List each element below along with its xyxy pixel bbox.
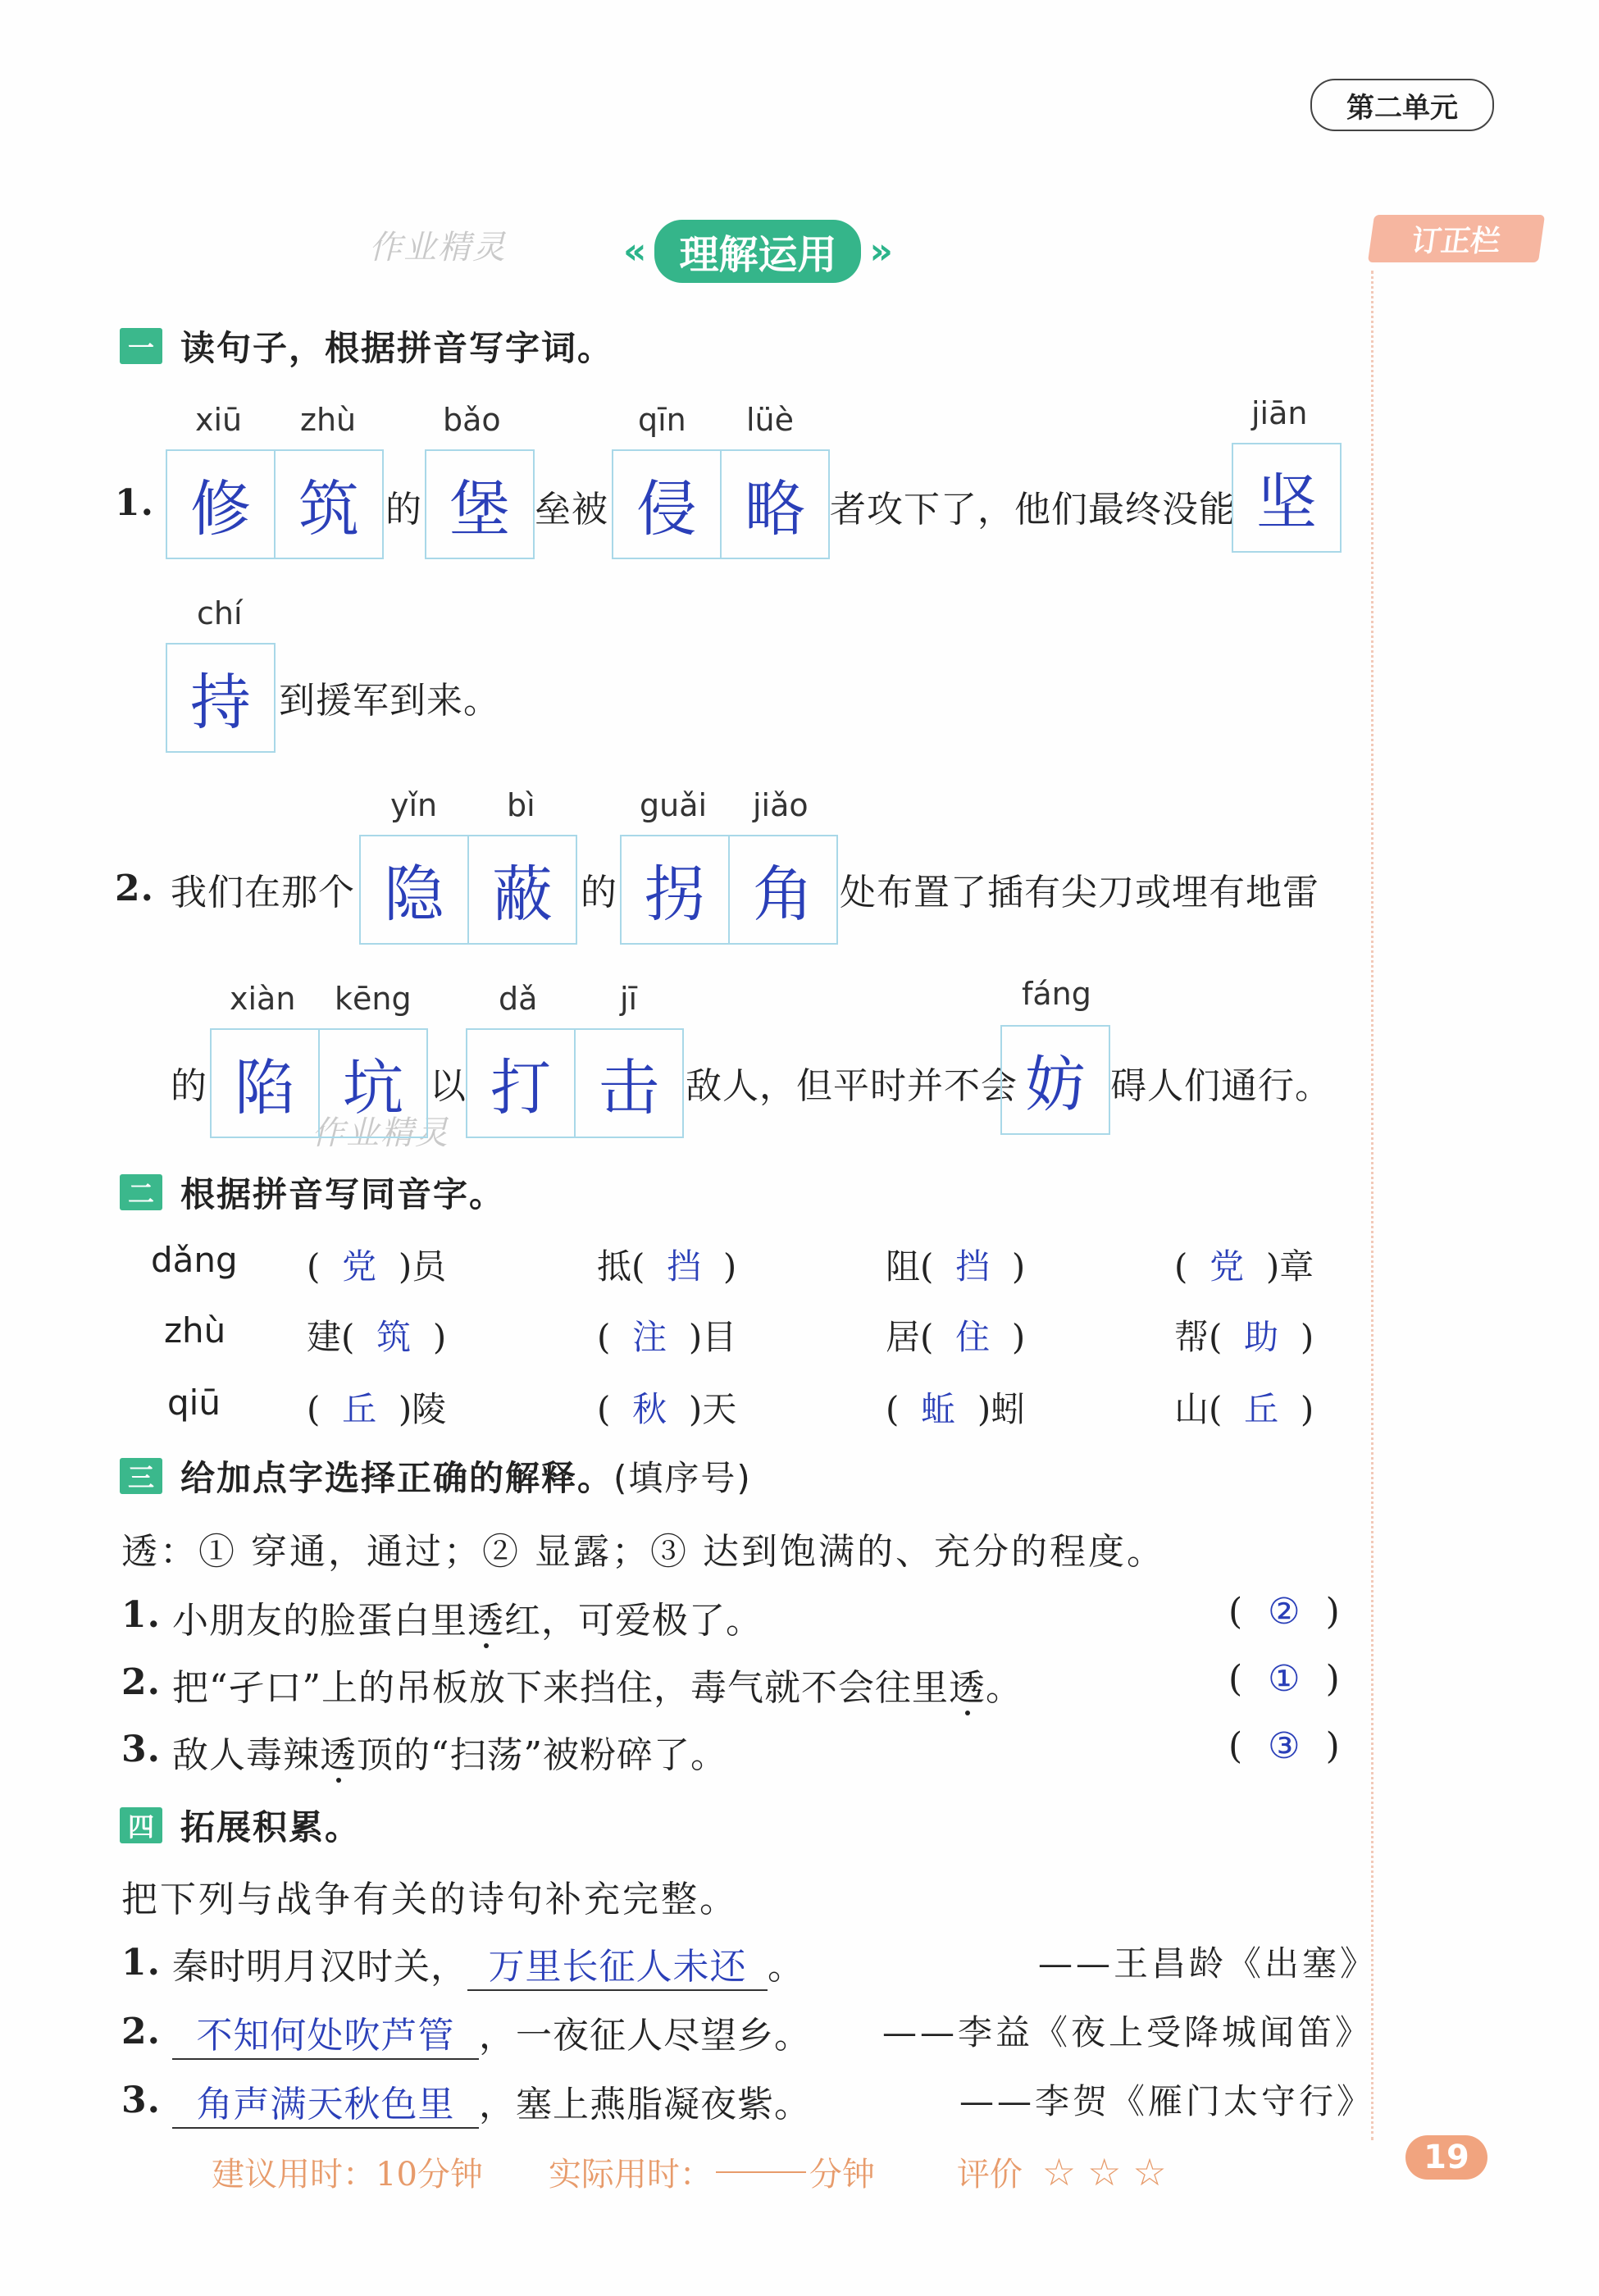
question-3-heading [120,1451,752,1501]
answer-char: 打 [490,1053,551,1123]
item-number: 1. [121,1942,161,1984]
pinyin: zhù [300,402,357,438]
item-text: 小朋友的脸蛋白里透红，可爱极了。 [172,1600,763,1642]
pinyin: kēng [335,981,412,1017]
char-grid [1000,1025,1110,1135]
pinyin: jiān [1251,395,1308,431]
answer-char: 角 [728,836,836,943]
suggested-time: 建议用时：10分钟 [212,2156,483,2194]
question-number: 一 [120,328,162,364]
correction-tab: 订正栏 [1368,215,1545,262]
answer-char: 击 [574,1030,682,1137]
answer-char: 持 [190,667,251,738]
pinyin: dǎng [151,1240,238,1280]
poem-source: ——李贺《雁门太守行》 [959,2081,1375,2121]
item-number: 2. [121,2011,161,2052]
actual-time-blank[interactable] [716,2171,806,2173]
answer-slot: ( ① ) [1228,1658,1341,1700]
char-grid [210,1028,428,1138]
answer-char: 堡 [449,474,510,544]
pinyin: bì [507,787,535,823]
item-text: 把“孑口”上的吊板放下来挡住，毒气就不会往里透。 [172,1667,1023,1709]
pinyin: qiū [167,1383,221,1423]
answer-char: 筑 [274,451,382,558]
definition-text: 透：① 穿通，通过；② 显露；③ 达到饱满的、充分的程度。 [121,1531,1165,1573]
homophone-item: 居( 住 ) [886,1317,1026,1357]
homophone-item: ( 丘 )陵 [307,1389,447,1429]
sentence-text: 碍人们通行。 [1110,1065,1332,1107]
sentence-text: 垒被 [535,489,608,531]
sentence-text: 以 [430,1065,467,1107]
answer-char: 隐 [384,859,444,930]
char-grid [466,1028,684,1138]
answer-char: 坑 [318,1030,426,1137]
char-grid [425,449,535,559]
sentence-text: 敌人，但平时并不会 [686,1065,1018,1107]
correction-column-divider [1371,271,1374,2140]
star-rating-icon[interactable]: ☆☆☆ [1041,2149,1178,2194]
sentence-text: 处布置了插有尖刀或埋有地雷 [840,872,1319,913]
pinyin: zhù [164,1310,226,1351]
sentence-text: 者攻下了，他们最终没能 [830,489,1236,531]
char-grid [359,835,577,945]
chevron-right-icon: » [869,230,893,272]
answer-char: 拐 [645,859,705,930]
poem-line: 角声满天秋色里 ，塞上燕脂凝夜紫。 [172,2075,811,2129]
answer-char: 修 [190,474,251,544]
answer-char: 妨 [1025,1050,1086,1120]
homophone-item: 建( 筑 ) [307,1317,447,1357]
homophone-item: ( 党 )章 [1174,1246,1314,1287]
pinyin: bǎo [443,402,501,438]
homophone-item: 阻( 挡 ) [886,1246,1026,1287]
char-grid [166,643,276,753]
homophone-item: ( 注 )目 [597,1317,737,1357]
sentence-text: 的 [385,489,422,531]
sentence-text: 到援军到来。 [279,680,500,722]
pinyin: xiū [195,402,243,438]
unit-badge: 第二单元 [1310,79,1494,131]
pinyin: xiàn [230,981,296,1017]
question-1-heading [120,321,613,371]
answer-char: 略 [720,451,828,558]
item-number: 3. [121,2080,161,2121]
char-grid [1232,443,1342,553]
pinyin: fáng [1022,976,1091,1012]
question-title: 给加点字选择正确的解释。(填序号) [180,1458,752,1498]
answer-slot: ( ③ ) [1228,1725,1341,1767]
pinyin: qīn [638,402,686,438]
item-number: 1. [121,1594,161,1636]
answer-char: 陷 [235,1053,295,1123]
question-title: 根据拼音写同音字。 [180,1174,506,1214]
pinyin: yǐn [390,787,438,823]
homophone-item: 抵( 挡 ) [597,1246,737,1287]
pinyin: chí [197,595,243,631]
pinyin: jiǎo [753,787,809,823]
item-number: 1. [115,482,154,524]
homophone-item: ( 党 )员 [307,1246,447,1287]
poem-source: ——李益《夜上受降城闻笛》 [882,2012,1374,2052]
item-number: 2. [115,868,154,909]
homophone-item: 帮( 助 ) [1174,1317,1314,1357]
question-4-heading [120,1801,361,1850]
question-number: 四 [120,1807,162,1843]
homophone-item: 山( 丘 ) [1174,1389,1314,1429]
watermark: 作业精灵 [312,1114,449,1152]
item-number: 3. [121,1729,161,1770]
item-text: 敌人毒辣透顶的“扫荡”被粉碎了。 [172,1734,727,1776]
time-footer [212,2148,1178,2195]
question-title: 读句子，根据拼音写字词。 [180,328,614,368]
pinyin: dǎ [499,981,538,1017]
instruction-text: 把下列与战争有关的诗句补充完整。 [121,1879,738,1920]
char-grid [166,449,384,559]
question-number: 二 [120,1174,162,1210]
pinyin: jī [620,981,638,1017]
item-number: 2. [121,1661,161,1703]
answer-char: 侵 [636,474,697,544]
pinyin: guǎi [640,787,708,823]
sentence-text: 的 [581,872,617,913]
question-title: 拓展积累。 [180,1807,362,1847]
poem-source: ——王昌龄《出塞》 [1038,1943,1378,1984]
char-grid [612,449,830,559]
sentence-text: 的 [171,1065,207,1107]
question-2-heading [120,1168,505,1217]
section-banner [623,220,893,283]
poem-line: 不知何处吹芦管 ，一夜征人尽望乡。 [172,2006,811,2060]
answer-char: 坚 [1256,467,1317,538]
question-number: 三 [120,1458,162,1494]
actual-time-unit: 分钟 [809,2156,875,2194]
chevron-left-icon: « [623,230,647,272]
poem-line: 秦时明月汉时关， 万里长征人未还 。 [172,1937,804,1991]
answer-char: 蔽 [467,836,576,943]
rating-label: 评价 [956,2156,1023,2194]
watermark: 作业精灵 [369,229,507,266]
homophone-item: ( 蚯 )蚓 [886,1389,1026,1429]
pinyin: lüè [746,402,795,438]
sentence-text: 我们在那个 [171,872,355,913]
actual-time-label: 实际用时： [548,2156,713,2194]
page-number: 19 [1405,2135,1487,2180]
section-title: 理解运用 [654,220,861,283]
char-grid [620,835,838,945]
homophone-item: ( 秋 )天 [597,1389,737,1429]
answer-slot: ( ② ) [1228,1591,1341,1633]
